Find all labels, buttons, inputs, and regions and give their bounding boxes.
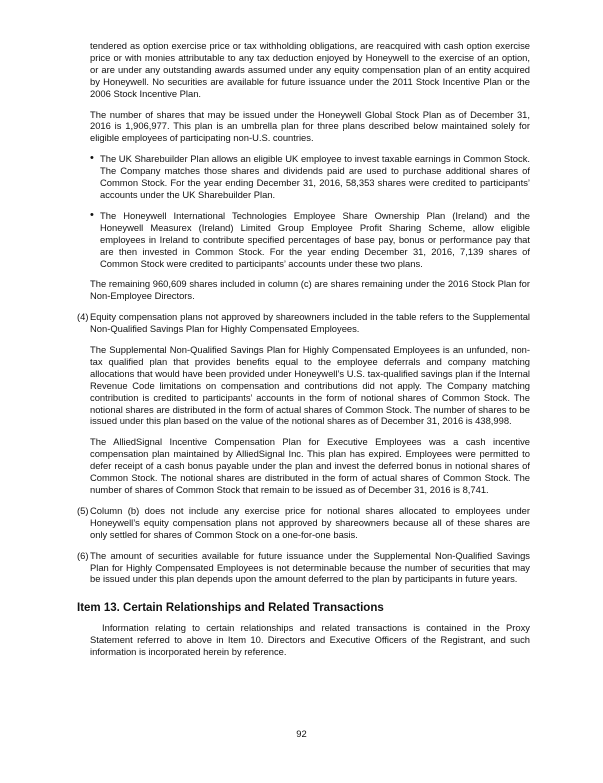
footnote-5-number: (5) (77, 504, 89, 516)
section-heading-item-13: Item 13. Certain Relationships and Related Transactions (77, 602, 384, 615)
paragraph-remaining-shares: The remaining 960,609 shares included in column (c) are shares remaining under the 2016 Stock Plan for Non-Employee Directors. (90, 278, 530, 302)
bullet-ireland-plans: • The Honeywell International Technologies Employee Share Ownership Plan (Ireland) and the Honeywell Measurex (Ireland) Limited Group Employee Profit Sharing Scheme, allow eligible employees in Ireland to contribute specified percentages of base pay, bonus or performance pay that are then invested in Common Stock. For the year ending December 31, 2016, 7,139 shares of Common Stock were credited to participants’ accounts under these two plans. (90, 210, 530, 270)
bullet-list (90, 153, 530, 269)
page-body (77, 40, 530, 667)
paragraph-alliedsignal-plan: The AlliedSignal Incentive Compensation Plan for Executive Employees was a cash incentive compensation plan maintained by AlliedSignal Inc. This plan has expired. Employees were permitted to defer receipt of a cash bonus payable under the plan and invest the deferred bonus in notional shares of Common Stock. The notional shares are distributed in the form of actual shares of Common Stock. The number of shares of Common Stock that remain to be issued as of December 31, 2016 is 8,741. (90, 436, 530, 495)
footnote-6 (77, 550, 530, 586)
bullet-uk-sharebuilder: • The UK Sharebuilder Plan allows an eligible UK employee to invest taxable earnings in Common Stock. The Company matches those shares and dividends paid are used to purchase additional shares of Common Stock. For the year ending December 31, 2016, 58,353 shares were credited to participants’ accounts under the UK Sharebuilder Plan. (90, 153, 530, 201)
paragraph-supplemental-plan: The Supplemental Non-Qualified Savings Plan for Highly Compensated Employees is an unfunded, non-tax qualified plan that provides benefits equal to the employee deferrals and company matching allocations that would have been provided under Honeywell’s U.S. tax-qualified savings plan if the Internal Revenue Code limitations on compensation and contributions did not apply. The Company matching contribution is credited to participants’ accounts in the form of notional shares of Common Stock. The notional shares are distributed in the form of actual shares of Common Stock. The number of shares to be issued under this plan based on the value of the notional shares as of December 31, 2016 is 438,998. (90, 344, 530, 427)
paragraph-continued: tendered as option exercise price or tax withholding obligations, are reacquired with cash option exercise price or with monies attributable to any tax deduction enjoyed by Honeywell to the exercise of an option, or are under any outstanding awards assumed under any equity compensation plan of an entity acquired by Honeywell. No securities are available for future issuance under the 2011 Stock Incentive Plan or the 2006 Stock Incentive Plan. (90, 40, 530, 99)
footnote-5 (77, 505, 530, 541)
paragraph-item-13: Information relating to certain relationships and related transactions is contained in the Proxy Statement referred to above in Item 10. Directors and Executive Officers of the Registrant, and such information is incorporated herein by reference. (90, 622, 530, 658)
paragraph-global-stock-plan: The number of shares that may be issued under the Honeywell Global Stock Plan as of December 31, 2016 is 1,906,977. This plan is an umbrella plan for three plans described below maintained solely for eligible employees of participating non-U.S. countries. (90, 108, 530, 144)
footnote-4-text: Equity compensation plans not approved by shareowners included in the table refers to the Supplemental Non-Qualified Savings Plan for Highly Compensated Employees. (90, 311, 530, 335)
footnote-4 (77, 311, 530, 335)
footnote-6-text: The amount of securities available for future issuance under the Supplemental Non-Qualified Savings Plan for Highly Compensated Employees is not determinable because the number of securities that may be issued under this plan depends upon the amount deferred to the plan by participants in future years. (90, 549, 530, 585)
footnote-6-number: (6) (77, 549, 89, 561)
footnote-5-text: Column (b) does not include any exercise price for notional shares allocated to employees under Honeywell’s equity compensation plans not approved by shareowners because all of these shares are only settled for shares of Common Stock on a one-for-one basis. (90, 504, 530, 540)
footnote-4-number: (4) (77, 311, 89, 323)
page-number: 92 (296, 728, 307, 739)
